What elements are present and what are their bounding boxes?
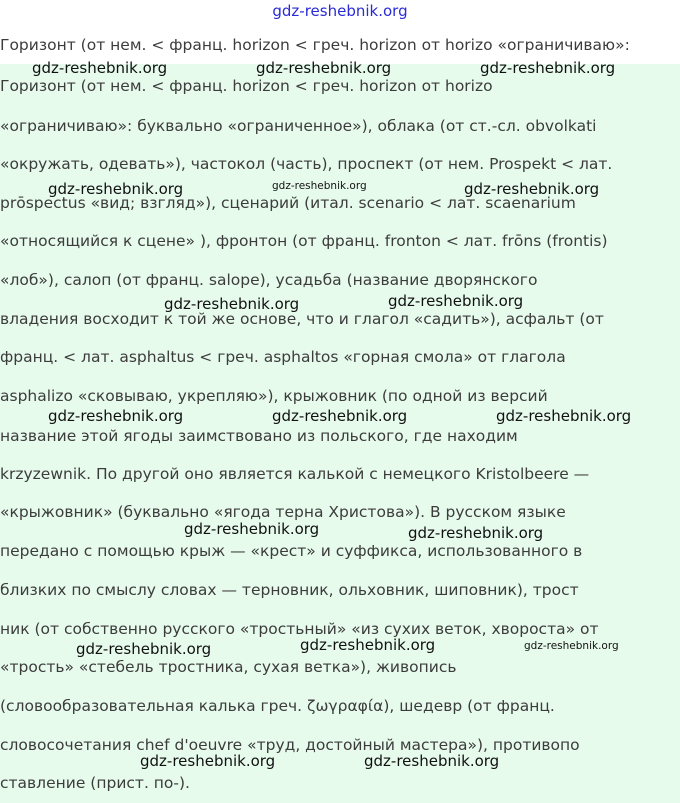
- text-line: «относящийся к сцене» ), фронтон (от франц. fronton < лат. frōns (frontis): [0, 232, 608, 250]
- watermark: gdz-reshebnik.org: [364, 752, 500, 770]
- intro-line: Горизонт (от нем. < франц. horizon < греч. horizon от horizo «ограничиваю»:: [0, 36, 630, 54]
- watermark: gdz-reshebnik.org: [300, 636, 436, 654]
- text-line: «ограничиваю»: буквально «ограниченное»), облака (от ст.-сл. obvolkati: [0, 117, 597, 135]
- watermark: gdz-reshebnik.org: [184, 520, 320, 538]
- watermark: gdz-reshebnik.org: [140, 752, 276, 770]
- watermark: gdz-reshebnik.org: [408, 524, 544, 542]
- text-line: ставление (прист. по-).: [0, 774, 190, 792]
- watermark: gdz-reshebnik.org: [388, 292, 524, 310]
- text-line: asphalizo «сковываю, укрепляю»), крыжовник (по одной из версий: [0, 387, 548, 405]
- watermark: gdz-reshebnik.org: [496, 407, 632, 425]
- watermark: gdz-reshebnik.org: [32, 59, 168, 77]
- watermark: gdz-reshebnik.org: [48, 180, 184, 198]
- text-line: название этой ягоды заимствовано из польского, где находим: [0, 427, 518, 445]
- text-line: «крыжовник» (буквально «ягода терна Христова»). В русском языке: [0, 503, 566, 521]
- text-line: владения восходит к той же основе, что и глагол «садить»), асфальт (от: [0, 310, 604, 328]
- watermark: gdz-reshebnik.org: [76, 640, 212, 658]
- watermark: gdz-reshebnik.org: [480, 59, 616, 77]
- text-line: (словообразовательная калька греч. ζωγραφία), шедевр (от франц.: [0, 697, 555, 715]
- text-line: франц. < лат. asphaltus < греч. asphaltos «горная смола» от глагола: [0, 348, 566, 366]
- text-line: словосочетания chef d'oeuvre «труд, достойный мастера»), противопо: [0, 736, 580, 754]
- text-line: «окружать, одевать»), частокол (часть), проспект (от нем. Prospekt < лат.: [0, 155, 613, 173]
- text-line: Горизонт (от нем. < франц. horizon < греч. horizon от horizo: [0, 77, 493, 95]
- text-line: «трость» «стебель тростника, сухая ветка»), живопись: [0, 658, 457, 676]
- text-line: передано с помощью крыж — «крест» и суффикса, использованного в: [0, 542, 583, 560]
- text-line: prōspectus «вид; взгляд»), сценарий (итал. scenario < лат. scaenarium: [0, 194, 576, 212]
- watermark: gdz-reshebnik.org: [524, 640, 619, 652]
- watermark: gdz-reshebnik.org: [256, 59, 392, 77]
- text-line: krzyzewnik. По другой оно является калькой с немецкого Kristolbeere —: [0, 465, 590, 483]
- text-line: «лоб»), салоп (от франц. salope), усадьба (название дворянского: [0, 271, 538, 289]
- text-line: близких по смыслу словах — терновник, ольховник, шиповник), трост: [0, 581, 579, 599]
- watermark: gdz-reshebnik.org: [164, 295, 300, 313]
- watermark: gdz-reshebnik.org: [48, 407, 184, 425]
- watermark: gdz-reshebnik.org: [464, 180, 600, 198]
- header-watermark: gdz-reshebnik.org: [272, 2, 408, 20]
- text-line: ник (от собственно русского «тростьный» «из сухих веток, хвороста» от: [0, 620, 599, 638]
- watermark: gdz-reshebnik.org: [272, 407, 408, 425]
- watermark: gdz-reshebnik.org: [272, 180, 367, 192]
